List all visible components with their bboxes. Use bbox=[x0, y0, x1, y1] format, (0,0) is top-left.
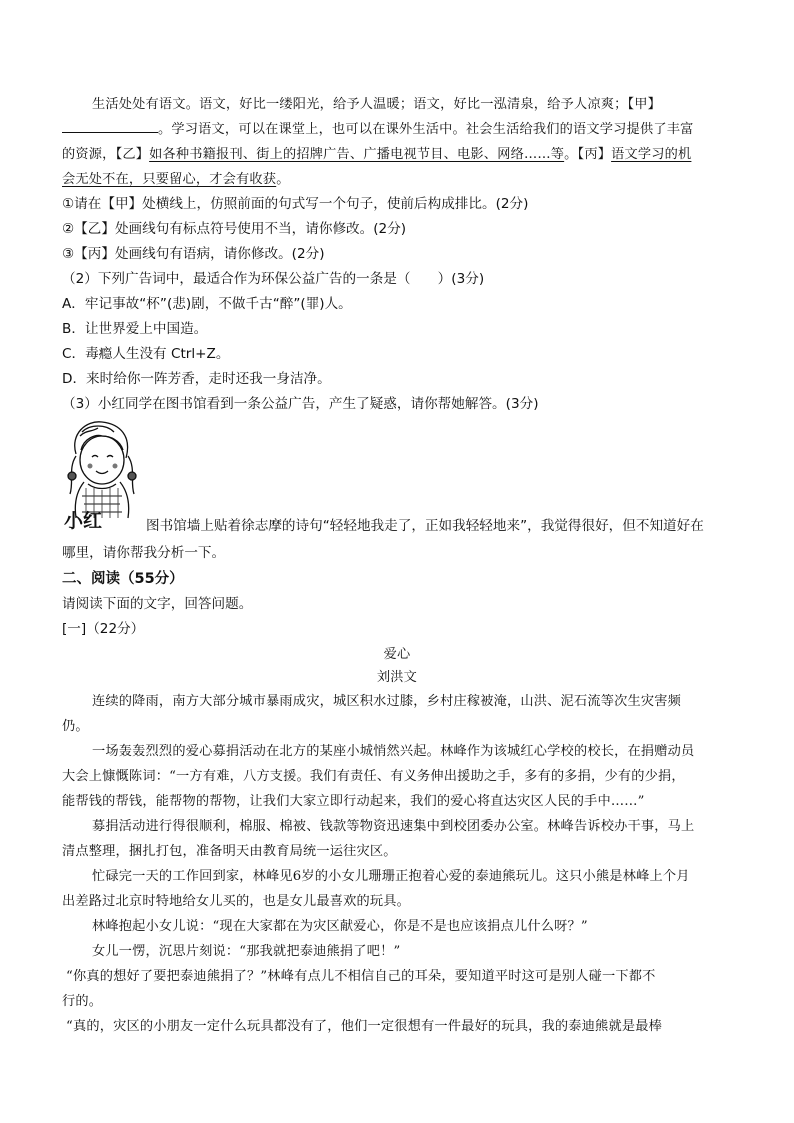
article-para-line: 募捐活动进行得很顺利，棉服、棉被、钱款等物资迅速集中到校团委办公室。林峰告诉校办干事，马上 bbox=[92, 819, 695, 834]
underlined-sentence-yi: 如各种书籍报刊、街上的招牌广告、广播电视节目、电影、网络……等 bbox=[149, 147, 565, 162]
q2-stem: （2）下列广告词中，最适合作为环保公益广告的一条是（ ）(3分) bbox=[62, 271, 485, 287]
intro-line-2 bbox=[62, 118, 732, 137]
underlined-sentence-bing-part1: 语文学习的机 bbox=[611, 147, 692, 162]
q2-option-a: A．牢记事故“杯”(悲)剧，不做千古“醉”(罪)人。 bbox=[62, 296, 352, 312]
intro-line-3 bbox=[62, 143, 732, 162]
article-para-line: 一场轰轰烈烈的爱心募捐活动在北方的某座小城悄然兴起。林峰作为该城红心学校的校长，在捐赠动员 bbox=[92, 744, 695, 759]
intro-text-3a: 的资源，【乙】 bbox=[62, 147, 150, 162]
intro-text-4: 。 bbox=[276, 172, 290, 187]
q1-item-a: ①请在【甲】处横线上，仿照前面的句式写一个句子，使前后构成排比。(2分) bbox=[62, 196, 529, 212]
article-para-line: “真的，灾区的小朋友一定什么玩具都没有了，他们一定很想有一件最好的玩具，我的泰迪熊就是最棒 bbox=[66, 1019, 662, 1034]
section-instruction: 请阅读下面的文字，回答问题。 bbox=[62, 596, 253, 612]
article-para-line: 清点整理，捆扎打包，准备明天由教育局统一运往灾区。 bbox=[62, 844, 397, 859]
intro-text-1: 生活处处有语文。语文，好比一缕阳光，给予人温暖；语文，好比一泓清泉，给予人凉爽；【甲】 bbox=[92, 97, 662, 112]
article-para-line: “你真的想好了要把泰迪熊捐了？”林峰有点儿不相信自己的耳朵，要知道平时这可是别人碰一下都不 bbox=[66, 969, 656, 984]
article-para-line: 连续的降雨，南方大部分城市暴雨成灾，城区积水过膝，乡村庄稼被淹，山洪、泥石流等次生灾害频 bbox=[92, 694, 682, 709]
article-para-line: 大会上慷慨陈词：“一方有难，八方支援。我们有责任、有义务伸出援助之手，多有的多捐，少有的少捐， bbox=[62, 769, 685, 784]
q3-stem: （3）小红同学在图书馆看到一条公益广告，产生了疑惑，请你帮她解答。(3分) bbox=[62, 396, 539, 412]
article-para-line: 林峰抱起小女儿说：“现在大家都在为灾区献爱心，你是不是也应该捐点儿什么呀？” bbox=[92, 919, 588, 934]
article-para-line: 出差路过北京时特地给女儿买的，也是女儿最喜欢的玩具。 bbox=[62, 894, 411, 909]
article-para-line: 忙碌完一天的工作回到家，林峰见6岁的小女儿珊珊正抱着心爱的泰迪熊玩儿。这只小熊是林峰上个月 bbox=[92, 869, 690, 884]
q3-speech-line-2: 哪里，请你帮我分析一下。 bbox=[62, 545, 226, 561]
article-title: 爱心 bbox=[383, 647, 411, 662]
q3-speech-line-1: 图书馆墙上贴着徐志摩的诗句“轻轻地我走了，正如我轻轻地来”，我觉得很好，但不知道好在 bbox=[146, 518, 704, 534]
article-para-line: 能帮钱的帮钱，能帮物的帮物，让我们大家立即行动起来，我们的爱心将直达灾区人民的手中……” bbox=[62, 794, 645, 809]
underlined-sentence-bing-part2: 会无处不在，只要留心，才会有收获 bbox=[62, 172, 277, 187]
q2-option-c: C．毒瘾人生没有 Ctrl+Z。 bbox=[62, 346, 230, 362]
section-title: 二、阅读（55分） bbox=[62, 571, 184, 587]
article-para-line: 行的。 bbox=[62, 994, 103, 1009]
article-para-line: 女儿一愣，沉思片刻说：“那我就把泰迪熊捐了吧！” bbox=[92, 944, 401, 959]
intro-line-4 bbox=[62, 168, 732, 187]
intro-text-3b: 。【丙】 bbox=[564, 147, 612, 162]
intro-line-1 bbox=[92, 93, 732, 112]
article-author: 刘洪文 bbox=[376, 670, 418, 685]
q2-option-d: D．来时给你一阵芳香，走时还我一身洁净。 bbox=[62, 371, 331, 387]
q1-item-c: ③【丙】处画线句有语病，请你修改。(2分) bbox=[62, 246, 325, 262]
q1-item-b: ②【乙】处画线句有标点符号使用不当，请你修改。(2分) bbox=[62, 221, 407, 237]
intro-text-2: 。学习语文，可以在课堂上，也可以在课外生活中。社会生活给我们的语文学习提供了丰富 bbox=[158, 122, 694, 137]
part-label: [一]（22分） bbox=[62, 621, 145, 637]
q2-option-b: B．让世界爱上中国造。 bbox=[62, 321, 208, 337]
answer-blank-jia[interactable] bbox=[62, 120, 158, 133]
article-para-line: 仍。 bbox=[62, 719, 89, 734]
character-name-label: 小红 bbox=[64, 510, 103, 532]
